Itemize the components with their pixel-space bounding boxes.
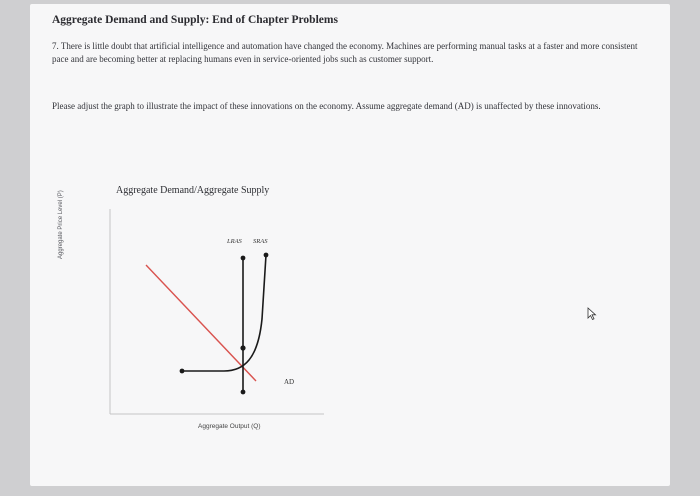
- problem-sheet: [30, 4, 670, 486]
- sras-label: SRAS: [253, 238, 268, 245]
- graph-canvas[interactable]: [106, 209, 328, 430]
- lras-label: LRAS: [227, 238, 242, 245]
- equilibrium-point[interactable]: [240, 345, 245, 350]
- lras-bottom-handle[interactable]: [241, 390, 246, 395]
- graph-title: Aggregate Demand/Aggregate Supply: [116, 185, 270, 196]
- sras-end-handle[interactable]: [264, 253, 269, 258]
- x-axis-label: Aggregate Output (Q): [198, 423, 261, 430]
- page-title: Aggregate Demand and Supply: End of Chapter Problems: [52, 14, 338, 26]
- ad-label: AD: [284, 378, 295, 386]
- question-text: 7. There is little doubt that artificial intelligence and automation have changed the economy. Machines are performing manual tasks at a faster and more consistent pace and are becoming better at replacing humans even in service-oriented jobs such as customer support.: [52, 41, 638, 64]
- sras-start-handle[interactable]: [180, 369, 185, 374]
- mouse-pointer-icon: [587, 307, 597, 321]
- lras-top-handle[interactable]: [241, 256, 246, 261]
- ad-as-graph[interactable]: [106, 209, 328, 430]
- ad-curve[interactable]: [146, 265, 256, 381]
- y-axis-label: Aggregate Price Level (P): [58, 190, 64, 259]
- question-instruction: Please adjust the graph to illustrate the impact of these innovations on the economy. Assume aggregate demand (AD) is unaffected by these innovations.: [52, 101, 601, 111]
- sras-curve[interactable]: [182, 255, 266, 371]
